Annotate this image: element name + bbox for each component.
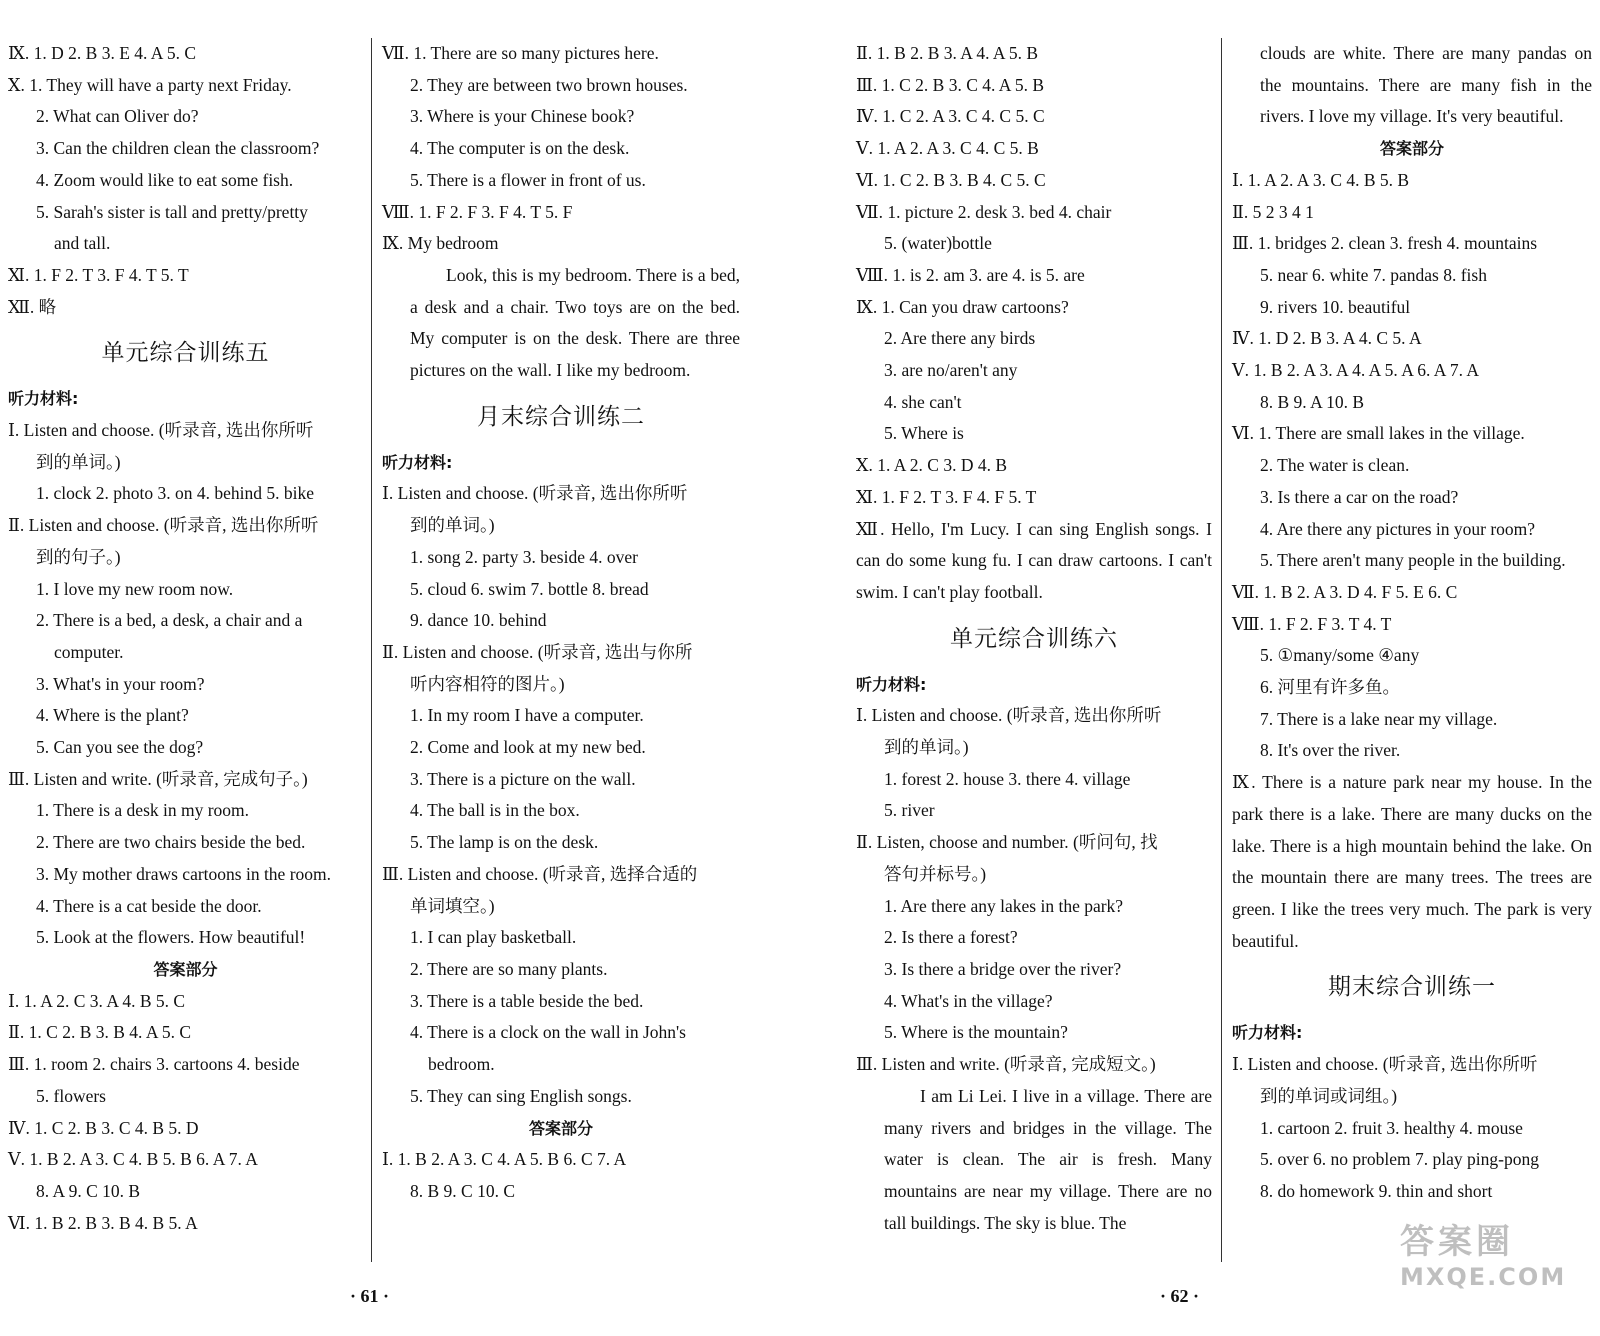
text-line: Ⅶ. 1. B 2. A 3. D 4. F 5. E 6. C xyxy=(1232,581,1458,602)
answer-heading: 答案部分 xyxy=(153,959,218,979)
text-line: 4. Where is the plant? xyxy=(36,705,189,726)
text-line: Ⅲ. Listen and choose. (听录音, 选择合适的 xyxy=(382,863,698,884)
column-divider xyxy=(371,38,372,1262)
text-line: clouds are white. There are many pandas on the mountains. There are many fish in the rivers. I love my village. It's very beautiful. xyxy=(1260,43,1592,127)
text-line: 2. What can Oliver do? xyxy=(36,106,199,127)
text-line: 1. cartoon 2. fruit 3. healthy 4. mouse xyxy=(1260,1117,1523,1138)
text-line: 5. Sarah's sister is tall and pretty/pretty xyxy=(36,201,308,222)
text-line: I am Li Lei. I live in a village. There are many rivers and bridges in the village. The water is clean. The air is fresh. Many mountains are near my village. There are no tall buildings. The sky is blue. The xyxy=(884,1085,1212,1233)
text-line: 4. she can't xyxy=(884,391,962,412)
text-line: Ⅺ. 1. F 2. T 3. F 4. F 5. T xyxy=(856,486,1037,507)
text-line: 8. B 9. C 10. C xyxy=(410,1180,516,1201)
text-line: Ⅲ. Listen and write. (听录音, 完成句子。) xyxy=(8,768,308,789)
text-line: Ⅵ. 1. There are small lakes in the village. xyxy=(1232,423,1525,444)
text-line: 1. song 2. party 3. beside 4. over xyxy=(410,546,638,567)
text-line: 5. There is a flower in front of us. xyxy=(410,169,646,190)
text-line: Ⅴ. 1. B 2. A 3. C 4. B 5. B 6. A 7. A xyxy=(8,1149,258,1170)
text-line: Ⅻ. Hello, I'm Lucy. I can sing English songs. I can do some kung fu. I can draw cartoons. I can't swim. I can't play football. xyxy=(856,518,1212,602)
section-label: 听力材料: xyxy=(856,674,927,694)
text-line: Ⅱ. 1. C 2. B 3. B 4. A 5. C xyxy=(8,1022,192,1043)
text-line: Ⅲ. 1. bridges 2. clean 3. fresh 4. mountains xyxy=(1232,233,1538,254)
text-line: 3. There is a picture on the wall. xyxy=(410,768,636,789)
section-label: 听力材料: xyxy=(382,452,453,472)
text-line: 答句并标号。) xyxy=(884,863,987,884)
watermark-logo xyxy=(1400,1214,1590,1294)
text-line: Ⅲ. 1. room 2. chairs 3. cartoons 4. beside xyxy=(8,1054,300,1075)
text-line: Ⅷ. 1. is 2. am 3. are 4. is 5. are xyxy=(856,264,1085,285)
text-line: 8. A 9. C 10. B xyxy=(36,1180,141,1201)
text-line: 7. There is a lake near my village. xyxy=(1260,708,1498,729)
text-line: Ⅻ. 略 xyxy=(8,296,57,317)
text-line: 1. Are there any lakes in the park? xyxy=(884,895,1124,916)
text-line: 4. What's in the village? xyxy=(884,990,1053,1011)
text-line: 5. (water)bottle xyxy=(884,233,992,254)
text-line: 1. In my room I have a computer. xyxy=(410,705,644,726)
text-line: 2. The water is clean. xyxy=(1260,455,1410,476)
text-line: 3. Is there a car on the road? xyxy=(1260,486,1459,507)
text-line: 5. ①many/some ④any xyxy=(1260,645,1420,666)
text-line: 到的单词。) xyxy=(410,515,495,536)
text-line: 1. I can play basketball. xyxy=(410,927,577,948)
text-line: Ⅲ. 1. C 2. B 3. C 4. A 5. B xyxy=(856,74,1045,95)
text-line: 3. There is a table beside the bed. xyxy=(410,990,644,1011)
text-line: 5. Can you see the dog? xyxy=(36,737,204,758)
text-line: 3. What's in your room? xyxy=(36,673,205,694)
text-line: 2. There are so many plants. xyxy=(410,958,608,979)
text-line: Ⅳ. 1. D 2. B 3. A 4. C 5. A xyxy=(1232,328,1422,349)
text-line: Ⅳ. 1. C 2. A 3. C 4. C 5. C xyxy=(856,106,1045,127)
section-label: 听力材料: xyxy=(1232,1023,1303,1043)
text-line: 8. B 9. A 10. B xyxy=(1260,391,1365,412)
text-line: 4. Are there any pictures in your room? xyxy=(1260,518,1536,539)
column-2 xyxy=(382,38,740,1208)
text-line: 5. Where is xyxy=(884,423,964,444)
text-line: 3. Where is your Chinese book? xyxy=(410,106,635,127)
column-1 xyxy=(8,38,363,1239)
column-3 xyxy=(856,38,1212,1239)
section-title: 月末综合训练二 xyxy=(477,403,645,430)
text-line: Ⅱ. 1. B 2. B 3. A 4. A 5. B xyxy=(856,43,1039,63)
text-line: 1. There is a desk in my room. xyxy=(36,800,250,821)
text-line: 5. Where is the mountain? xyxy=(884,1022,1068,1043)
text-line: 5. There aren't many people in the building. xyxy=(1260,550,1566,571)
text-line: Ⅱ. Listen and choose. (听录音, 选出你所听 xyxy=(8,515,319,536)
text-line: 4. There is a clock on the wall in John's xyxy=(410,1022,686,1043)
text-line: 4. The ball is in the box. xyxy=(410,800,580,821)
text-line: 4. The computer is on the desk. xyxy=(410,138,630,159)
section-title: 单元综合训练六 xyxy=(950,625,1118,652)
text-line: 到的句子。) xyxy=(36,546,121,567)
text-line: Ⅸ. My bedroom xyxy=(382,233,499,254)
page-number-right: · 62 · xyxy=(1160,1286,1200,1306)
text-line: 5. river xyxy=(884,800,935,821)
column-divider xyxy=(1221,38,1222,1262)
text-line: Ⅱ. Listen and choose. (听录音, 选出与你所 xyxy=(382,641,693,662)
text-line: Ⅺ. 1. F 2. T 3. F 4. T 5. T xyxy=(8,264,189,285)
text-line: 5. cloud 6. swim 7. bottle 8. bread xyxy=(410,578,649,599)
text-line: 1. I love my new room now. xyxy=(36,578,234,599)
text-line: Ⅶ. 1. There are so many pictures here. xyxy=(382,43,659,63)
text-line: 1. clock 2. photo 3. on 4. behind 5. bike xyxy=(36,483,315,504)
text-line: 2. There are two chairs beside the bed. xyxy=(36,832,306,853)
text-line: 2. Come and look at my new bed. xyxy=(410,737,646,758)
text-line: 单词填空。) xyxy=(410,895,495,916)
text-line: 3. Is there a bridge over the river? xyxy=(884,958,1122,979)
text-line: 2. Are there any birds xyxy=(884,328,1036,349)
watermark-top: 答案圈 xyxy=(1400,1222,1514,1262)
text-line: 3. are no/aren't any xyxy=(884,360,1018,381)
text-line: 2. They are between two brown houses. xyxy=(410,74,688,95)
text-line: 9. rivers 10. beautiful xyxy=(1260,296,1411,317)
text-line: Ⅳ. 1. C 2. B 3. C 4. B 5. D xyxy=(8,1117,199,1138)
text-line: Ⅰ. Listen and choose. (听录音, 选出你所听 xyxy=(856,705,1162,726)
column-4 xyxy=(1232,38,1592,1208)
text-line: Ⅸ. 1. D 2. B 3. E 4. A 5. C xyxy=(8,43,197,63)
text-line: 1. forest 2. house 3. there 4. village xyxy=(884,768,1131,789)
text-line: 2. There is a bed, a desk, a chair and a xyxy=(36,610,303,631)
text-line: 5. They can sing English songs. xyxy=(410,1085,632,1106)
text-line: 6. 河里有许多鱼。 xyxy=(1260,677,1400,698)
text-line: Ⅱ. Listen, choose and number. (听问句, 找 xyxy=(856,832,1158,853)
text-line: 5. The lamp is on the desk. xyxy=(410,832,599,853)
section-title: 单元综合训练五 xyxy=(101,340,270,367)
text-line: 4. Zoom would like to eat some fish. xyxy=(36,169,294,190)
text-line: 3. My mother draws cartoons in the room. xyxy=(36,863,332,884)
text-line: bedroom. xyxy=(428,1054,495,1075)
text-line: Ⅹ. 1. They will have a party next Friday. xyxy=(8,74,292,95)
text-line: Ⅰ. Listen and choose. (听录音, 选出你所听 xyxy=(8,420,314,441)
text-line: Ⅰ. 1. A 2. A 3. C 4. B 5. B xyxy=(1232,169,1410,190)
text-line: Ⅶ. 1. picture 2. desk 3. bed 4. chair xyxy=(856,201,1112,222)
text-line: Ⅲ. Listen and write. (听录音, 完成短文。) xyxy=(856,1054,1156,1075)
text-line: 到的单词。) xyxy=(884,737,969,758)
section-title: 期末综合训练一 xyxy=(1328,974,1496,1001)
section-label: 听力材料: xyxy=(8,389,79,409)
text-line: 8. It's over the river. xyxy=(1260,740,1401,761)
text-line: 4. There is a cat beside the door. xyxy=(36,895,262,916)
text-line: 到的单词。) xyxy=(36,451,121,472)
watermark-bottom: MXQE.COM xyxy=(1400,1263,1567,1291)
text-line: Ⅵ. 1. B 2. B 3. B 4. B 5. A xyxy=(8,1212,198,1233)
text-line: 9. dance 10. behind xyxy=(410,610,547,631)
text-line: 5. flowers xyxy=(36,1085,106,1106)
text-line: Ⅴ. 1. A 2. A 3. C 4. C 5. B xyxy=(856,138,1039,159)
text-line: Ⅵ. 1. C 2. B 3. B 4. C 5. C xyxy=(856,169,1046,190)
text-line: 听内容相符的图片。) xyxy=(410,673,565,694)
text-line: Ⅹ. 1. A 2. C 3. D 4. B xyxy=(856,455,1008,476)
text-line: 3. Can the children clean the classroom? xyxy=(36,138,320,159)
text-line: computer. xyxy=(54,641,124,662)
text-line: Ⅸ. There is a nature park near my house. In the park there is a lake. There are many ducks on the lake. There is a high mountain behind the lake. On the mountain there are many trees. The trees are green. I like the trees very much. The park is very beautiful. xyxy=(1232,772,1592,951)
text-line: 2. Is there a forest? xyxy=(884,927,1018,948)
text-line: 8. do homework 9. thin and short xyxy=(1260,1180,1493,1201)
answer-heading: 答案部分 xyxy=(528,1118,593,1138)
text-line: Ⅰ. 1. B 2. A 3. C 4. A 5. B 6. C 7. A xyxy=(382,1149,627,1170)
page-number-left: · 61 · xyxy=(350,1286,390,1306)
text-line: 到的单词或词组。) xyxy=(1260,1085,1398,1106)
text-line: Ⅸ. 1. Can you draw cartoons? xyxy=(856,296,1069,317)
text-line: Ⅰ. 1. A 2. C 3. A 4. B 5. C xyxy=(8,990,186,1011)
text-line: 5. near 6. white 7. pandas 8. fish xyxy=(1260,264,1487,285)
text-line: Ⅴ. 1. B 2. A 3. A 4. A 5. A 6. A 7. A xyxy=(1232,360,1480,381)
text-line: and tall. xyxy=(54,233,111,254)
text-line: Ⅷ. 1. F 2. F 3. F 4. T 5. F xyxy=(382,201,573,222)
text-line: Ⅷ. 1. F 2. F 3. T 4. T xyxy=(1232,613,1392,634)
answer-heading: 答案部分 xyxy=(1379,139,1444,159)
text-line: Ⅱ. 5 2 3 4 1 xyxy=(1232,201,1314,222)
text-line: Ⅰ. Listen and choose. (听录音, 选出你所听 xyxy=(382,483,688,504)
text-line: 5. Look at the flowers. How beautiful! xyxy=(36,927,306,948)
text-line: 5. over 6. no problem 7. play ping-pong xyxy=(1260,1149,1539,1170)
text-line: Ⅰ. Listen and choose. (听录音, 选出你所听 xyxy=(1232,1054,1538,1075)
text-line: Look, this is my bedroom. There is a bed, a desk and a chair. Two toys are on the bed. My computer is on the desk. There are three pictures on the wall. I like my bedroom. xyxy=(410,264,740,381)
